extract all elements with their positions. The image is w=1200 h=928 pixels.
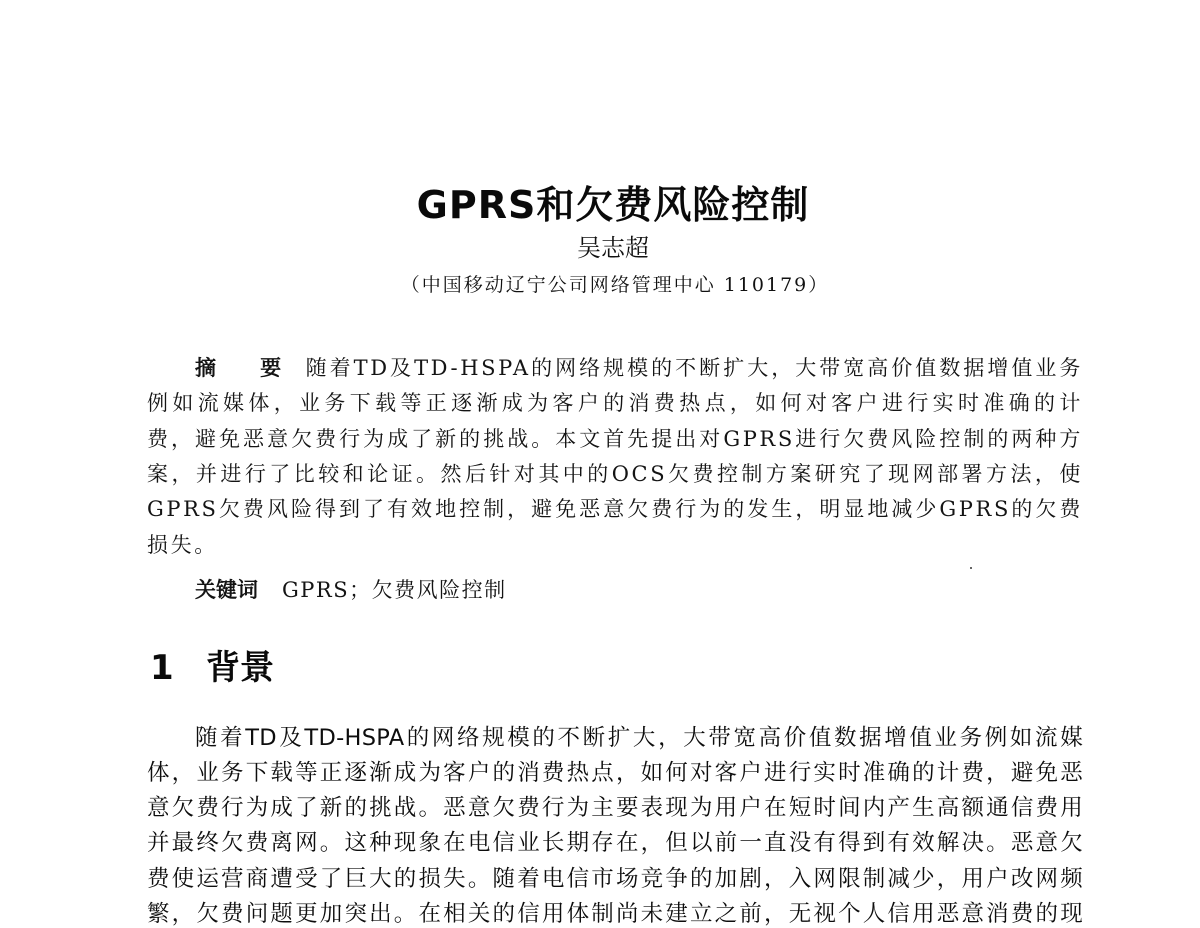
keywords-line — [195, 574, 1083, 604]
scan-speck — [970, 567, 972, 569]
author-affiliation: （中国移动辽宁公司网络管理中心 110179） — [400, 274, 830, 296]
keywords-value: GPRS；欠费风险控制 — [282, 578, 507, 602]
abstract-line-3: 费，避免恶意欠费行为成了新的挑战。本文首先提出对GPRS进行欠费风险控制的两种方 — [147, 427, 1083, 451]
section-title: 背景 — [206, 648, 274, 688]
body-line-5: 费使运营商遭受了巨大的损失。随着电信市场竞争的加剧，入网限制减少，用户改网频 — [147, 866, 1083, 892]
section-number: 1 — [150, 648, 174, 688]
abstract-line-1: 摘 要 随着TD及TD-HSPA的网络规模的不断扩大，大带宽高价值数据增值业务 — [195, 356, 1083, 380]
article-author: 吴志超 — [577, 234, 649, 262]
body-line-2: 体，业务下载等正逐渐成为客户的消费热点，如何对客户进行实时准确的计费，避免恶 — [147, 760, 1083, 786]
abstract-line-4: 案，并进行了比较和论证。然后针对其中的OCS欠费控制方案研究了现网部署方法，使 — [147, 462, 1083, 486]
abstract-line-6: 损失。 — [147, 533, 218, 557]
abstract-line-2: 例如流媒体，业务下载等正逐渐成为客户的消费热点，如何对客户进行实时准确的计 — [147, 391, 1083, 415]
abstract-line-5: GPRS欠费风险得到了有效地控制，避免恶意欠费行为的发生，明显地减少GPRS的欠费 — [147, 497, 1083, 521]
article-title: GPRS和欠费风险控制 — [416, 183, 810, 227]
body-line-1: 随着TD及TD-HSPA的网络规模的不断扩大，大带宽高价值数据增值业务例如流媒 — [195, 725, 1083, 751]
body-line-6: 繁，欠费问题更加突出。在相关的信用体制尚未建立之前，无视个人信用恶意消费的现 — [147, 901, 1083, 927]
keywords-label: 关键词 — [195, 578, 258, 602]
abstract-label: 摘 要 — [195, 356, 300, 380]
body-line-3: 意欠费行为成了新的挑战。恶意欠费行为主要表现为用户在短时间内产生高额通信费用 — [147, 795, 1083, 821]
body-line-4: 并最终欠费离网。这种现象在电信业长期存在，但以前一直没有得到有效解决。恶意欠 — [147, 830, 1083, 856]
section-heading — [150, 640, 274, 689]
